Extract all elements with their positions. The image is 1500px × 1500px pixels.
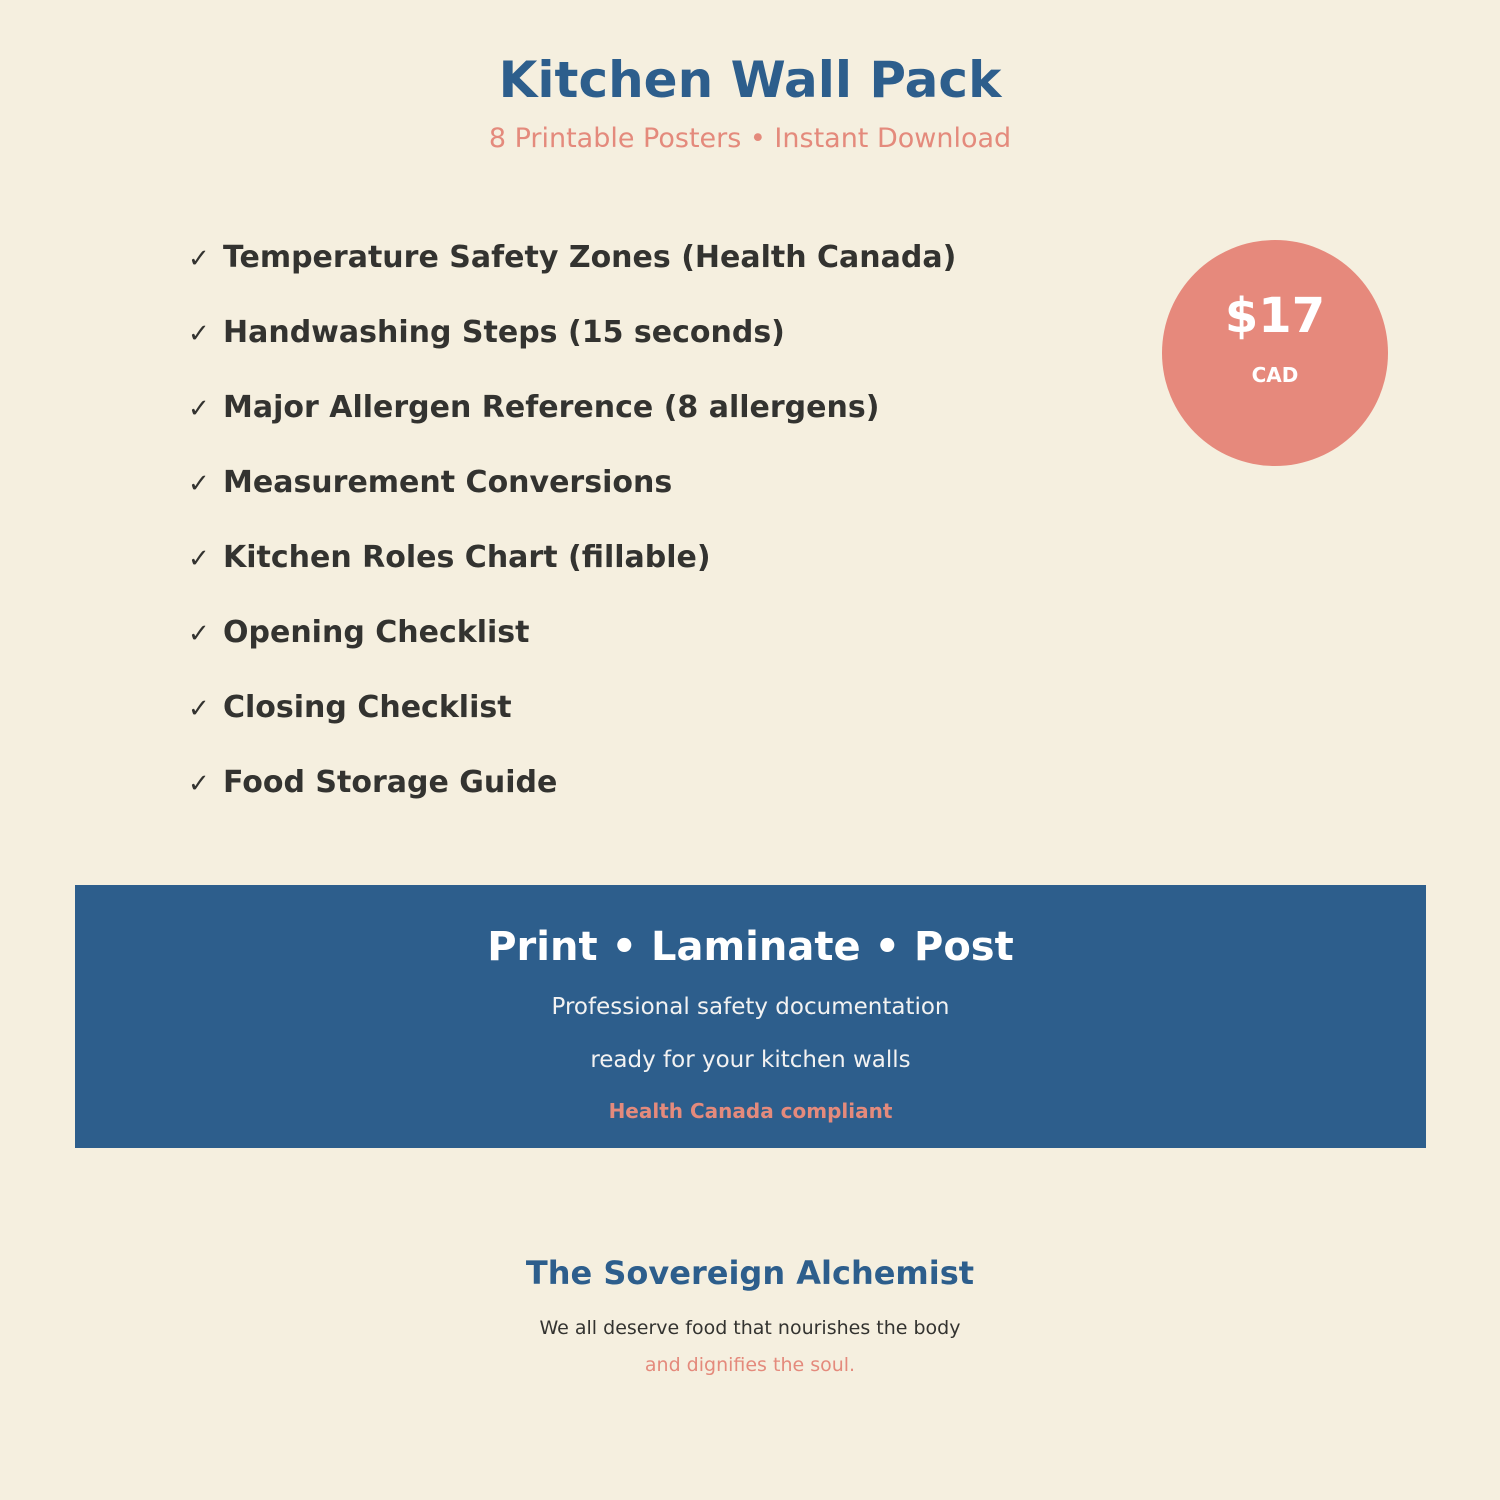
feature-item <box>188 536 956 611</box>
page-title: Kitchen Wall Pack <box>498 51 1002 109</box>
feature-label: Kitchen Roles Chart (fillable) <box>223 540 711 575</box>
check-icon: ✓ <box>188 244 210 274</box>
feature-label: Measurement Conversions <box>223 465 673 500</box>
price-amount: $17 <box>1224 288 1326 344</box>
feature-item <box>188 386 956 461</box>
check-icon: ✓ <box>188 694 210 724</box>
tagline-line-2: and dignifies the soul. <box>644 1354 856 1376</box>
feature-item <box>188 461 956 536</box>
check-icon: ✓ <box>188 544 210 574</box>
banner-title: Print • Laminate • Post <box>487 924 1014 970</box>
compliance-note: Health Canada compliant <box>608 1099 893 1123</box>
check-icon: ✓ <box>188 469 210 499</box>
check-icon: ✓ <box>188 394 210 424</box>
feature-label: Closing Checklist <box>223 690 512 725</box>
tagline-line-1: We all deserve food that nourishes the body <box>539 1317 961 1339</box>
banner-description-line-2: ready for your kitchen walls <box>590 1047 911 1073</box>
feature-label: Major Allergen Reference (8 allergens) <box>223 390 880 425</box>
feature-item <box>188 611 956 686</box>
page-subtitle: 8 Printable Posters • Instant Download <box>488 123 1012 154</box>
check-icon: ✓ <box>188 619 210 649</box>
promo-banner <box>75 885 1426 1148</box>
check-icon: ✓ <box>188 319 210 349</box>
price-currency: CAD <box>1251 363 1299 387</box>
feature-label: Handwashing Steps (15 seconds) <box>223 315 785 350</box>
feature-list <box>188 236 956 836</box>
feature-item <box>188 236 956 311</box>
banner-description-line-1: Professional safety documentation <box>551 994 950 1020</box>
brand-name: The Sovereign Alchemist <box>525 1254 975 1292</box>
price-badge <box>1162 240 1388 466</box>
feature-item <box>188 311 956 386</box>
feature-item <box>188 761 956 836</box>
feature-label: Opening Checklist <box>223 615 530 650</box>
feature-item <box>188 686 956 761</box>
feature-label: Food Storage Guide <box>223 765 558 800</box>
check-icon: ✓ <box>188 769 210 799</box>
feature-label: Temperature Safety Zones (Health Canada) <box>223 240 957 275</box>
